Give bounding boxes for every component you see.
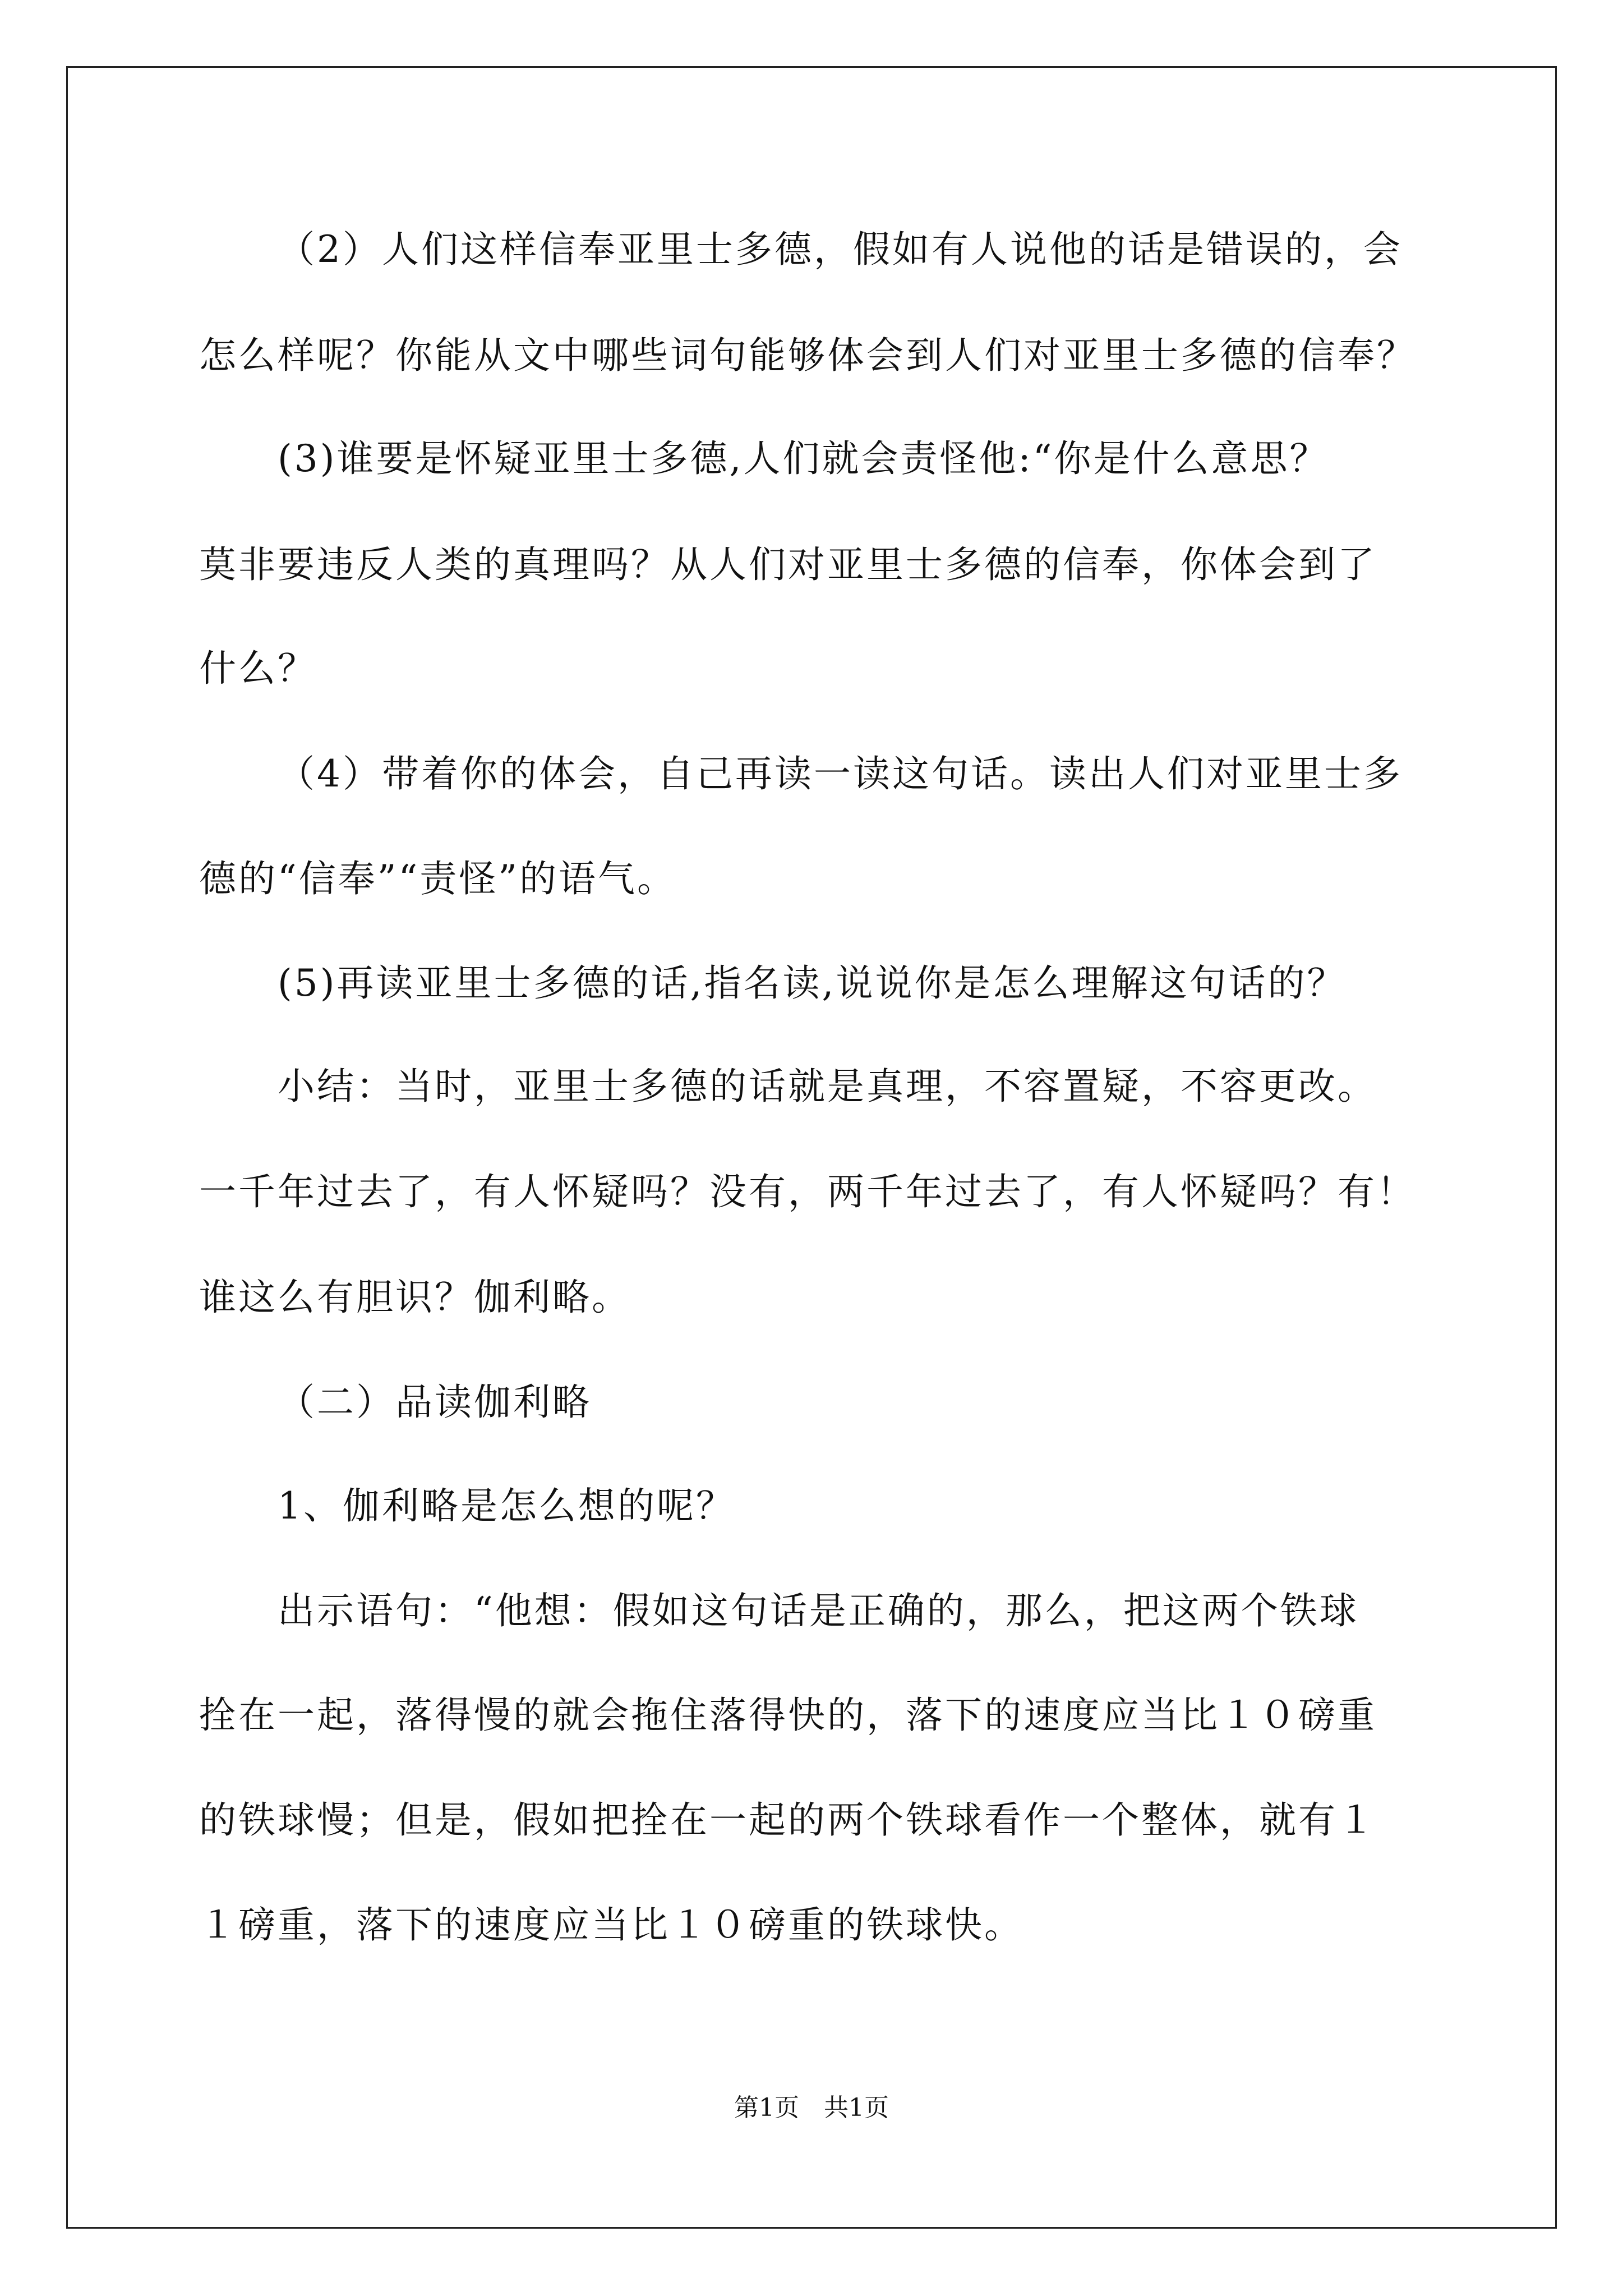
paragraph-line: 拴在一起，落得慢的就会拖住落得快的，落下的速度应当比１０磅重	[199, 1694, 1377, 1737]
paragraph-line: 小结：当时，亚里士多德的话就是真理，不容置疑，不容更改。	[278, 1065, 1377, 1108]
paragraph-line: 莫非要违反人类的真理吗？从人们对亚里士多德的信奉，你体会到了	[199, 543, 1377, 586]
paragraph-line: 谁这么有胆识？伽利略。	[199, 1276, 631, 1319]
paragraph-line: （4）带着你的体会，自己再读一读这句话。读出人们对亚里士多	[278, 752, 1403, 795]
paragraph-line: (5)再读亚里士多德的话,指名读,说说你是怎么理解这句话的？	[278, 961, 1347, 1005]
paragraph-line: （2）人们这样信奉亚里士多德，假如有人说他的话是错误的，会	[278, 228, 1403, 271]
paragraph-line: 的铁球慢；但是，假如把拴在一起的两个铁球看作一个整体，就有１	[199, 1798, 1377, 1842]
page-number-footer: 第1页 共1页	[734, 2093, 889, 2122]
paragraph-line: １磅重，落下的速度应当比１０磅重的铁球快。	[199, 1903, 1023, 1947]
paragraph-line: (3)谁要是怀疑亚里士多德,人们就会责怪他:“你是什么意思？	[278, 437, 1329, 480]
section-heading: （二）品读伽利略	[278, 1381, 592, 1424]
paragraph-line: 怎么样呢？你能从文中哪些词句能够体会到人们对亚里士多德的信奉？	[199, 334, 1416, 377]
paragraph-line: 出示语句：“他想：假如这句话是正确的，那么，把这两个铁球	[278, 1589, 1359, 1632]
paragraph-line: 1、伽利略是怎么想的呢？	[278, 1484, 735, 1527]
paragraph-line: 什么？	[199, 647, 317, 690]
paragraph-line: 德的“信奉”“责怪”的语气。	[199, 857, 676, 900]
paragraph-line: 一千年过去了，有人怀疑吗？没有，两千年过去了，有人怀疑吗？有！	[199, 1170, 1416, 1213]
